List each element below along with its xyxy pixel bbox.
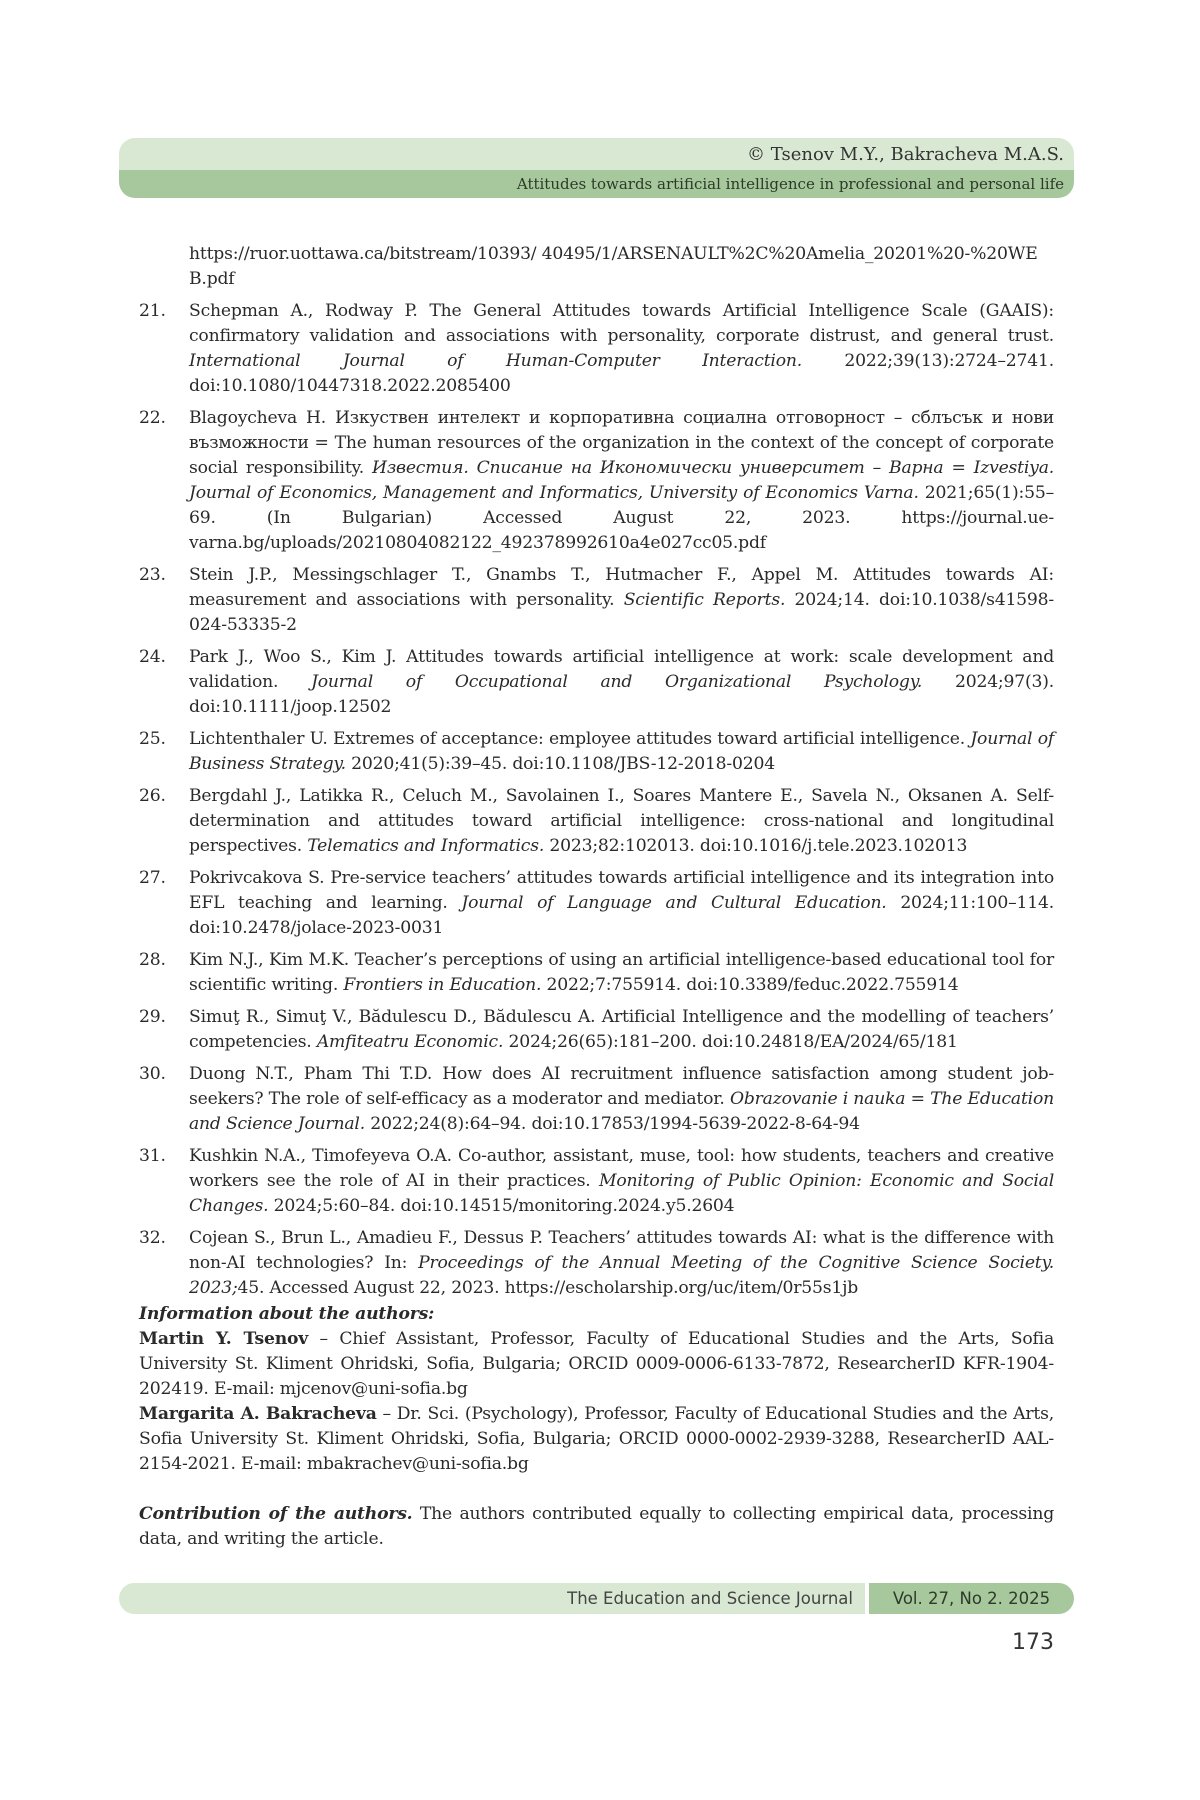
reference-text: Park J., Woo S., Kim J. Attitudes towards artificial intelligence at work: scale development and validation. [189, 647, 1054, 692]
reference-details: 2020;41(5):39–45. doi:10.1108/JBS-12-2018-0204 [345, 754, 775, 774]
reference-number: 30. [139, 1064, 166, 1084]
reference-item [139, 299, 1054, 399]
reference-number: 26. [139, 786, 166, 806]
reference-details: 2022;7:755914. doi:10.3389/feduc.2022.755914 [541, 975, 959, 995]
reference-item [139, 948, 1054, 998]
reference-text: Simuţ R., Simuţ V., Bădulescu D., Bădulescu A. Artificial Intelligence and the modelling of teachers’ competencies. [189, 1007, 1054, 1052]
reference-item [139, 866, 1054, 941]
reference-item [139, 784, 1054, 859]
author-2-details: – Dr. Sci. (Psychology), Professor, Faculty of Educational Studies and the Arts, Sofia University St. Kliment Ohridski, Sofia, Bulgaria; ORCID 0000-0002-2939-3288, ResearcherID AAL-2154-2021. E-mail: mbakrachev@uni-sofia.bg [139, 1404, 1054, 1474]
reference-text: Kim N.J., Kim M.K. Teacher’s perceptions of using an artificial intelligence-based educational tool for scientific writing. [189, 950, 1054, 995]
author-1-details: – Chief Assistant, Professor, Faculty of Educational Studies and the Arts, Sofia University St. Kliment Ohridski, Sofia, Bulgaria; ORCID 0009-0006-6133-7872, ResearcherID KFR-1904-202419. E-mail: mjcenov@uni-sofia.bg [139, 1329, 1054, 1399]
contribution-text: The authors contributed equally to collecting empirical data, processing data, and writing the article. [139, 1504, 1055, 1549]
reference-item [139, 563, 1054, 638]
header-authors: © Tsenov M.Y., Bakracheva M.A.S. [119, 138, 1074, 170]
authors-section [139, 1302, 1054, 1552]
reference-source: Journal of Business Strategy. [189, 729, 1054, 774]
contribution [139, 1502, 1054, 1552]
reference-number: 28. [139, 950, 166, 970]
reference-details: 2021;65(1):55–69. (In Bulgarian) Accessed August 22, 2023. https://journal.ue-varna.bg/uploads/20210804082122_492378992610a4e027cc05.pdf [189, 483, 1055, 553]
reference-details: 2024;97(3). doi:10.1111/joop.12502 [189, 672, 1054, 717]
contribution-heading: Contribution of the authors. [139, 1504, 413, 1524]
reference-item [139, 1005, 1054, 1055]
reference-number: 24. [139, 647, 166, 667]
reference-source: Scientific Reports. [623, 590, 786, 610]
reference-number: 25. [139, 729, 166, 749]
reference-item [139, 1226, 1054, 1301]
reference-source: Telematics and Informatics. [307, 836, 545, 856]
author-2 [139, 1402, 1054, 1477]
author-1 [139, 1327, 1054, 1402]
reference-item [139, 645, 1054, 720]
author-1-name: Martin Y. Tsenov [139, 1329, 309, 1349]
authors-heading: Information about the authors: [139, 1304, 435, 1324]
reference-details: 2024;5:60–84. doi:10.14515/monitoring.2024.y5.2604 [268, 1196, 735, 1216]
page-number: 173 [1012, 1630, 1054, 1655]
reference-text: Cojean S., Brun L., Amadieu F., Dessus P. Teachers’ attitudes towards AI: what is the difference with non-AI technologies? In: [189, 1228, 1054, 1273]
reference-text: Pokrivcakova S. Pre-service teachers’ attitudes towards artificial intelligence and its integration into EFL teaching and learning. [189, 868, 1054, 913]
reference-source: Известия. Списание на Икономически университет – Варна = Izvestiya. Journal of Economics, Management and Informatics, University of Economics Varna. [189, 458, 1054, 503]
author-2-name: Margarita A. Bakracheva [139, 1404, 377, 1424]
reference-number: 32. [139, 1228, 166, 1248]
reference-number: 23. [139, 565, 166, 585]
reference-number: 21. [139, 301, 166, 321]
reference-details: 2024;11:100–114. doi:10.2478/jolace-2023-0031 [189, 893, 1054, 938]
reference-details: 2022;39(13):2724–2741. doi:10.1080/10447318.2022.2085400 [189, 351, 1054, 396]
reference-details: 45. Accessed August 22, 2023. https://escholarship.org/uc/item/0r55s1jb [237, 1278, 859, 1298]
reference-details: 2024;14. doi:10.1038/s41598-024-53335-2 [189, 590, 1054, 635]
reference-source: Proceedings of the Annual Meeting of the Cognitive Science Society. 2023; [189, 1253, 1055, 1298]
reference-text: Lichtenthaler U. Extremes of acceptance: employee attitudes toward artificial intelligence. [189, 729, 971, 749]
header-article-title: Attitudes towards artificial intelligence in professional and personal life [119, 170, 1074, 198]
reference-source: Journal of Occupational and Organizational Psychology. [311, 672, 923, 692]
reference-continuation: https://ruor.uottawa.ca/bitstream/10393/ 40495/1/ARSENAULT%2C%20Amelia_20201%20-%20WEB.pdf [189, 244, 1038, 289]
reference-details: 2022;24(8):64–94. doi:10.17853/1994-5639-2022-8-64-94 [364, 1114, 860, 1134]
reference-list [139, 242, 1054, 1308]
reference-number: 22. [139, 408, 166, 428]
reference-text: Duong N.T., Pham Thi T.D. How does AI recruitment influence satisfaction among student job-seekers? The role of self-efficacy as a moderator and mediator. [189, 1064, 1054, 1109]
reference-text: Blagoycheva H. Изкуствен интелект и корпоративна социална отговорност – сблъсък и нови възможности = The human resources of the organization in the context of the concept of corporate social responsibility. [189, 408, 1054, 478]
reference-number: 29. [139, 1007, 166, 1027]
reference-item [139, 406, 1054, 556]
reference-source: Obrazovanie i nauka = The Education and Science Journal. [189, 1089, 1054, 1134]
footer-journal-name: The Education and Science Journal [119, 1583, 865, 1614]
reference-number: 27. [139, 868, 166, 888]
reference-number: 31. [139, 1146, 166, 1166]
running-header [119, 138, 1074, 198]
reference-details: 2024;26(65):181–200. doi:10.24818/EA/2024/65/181 [503, 1032, 958, 1052]
reference-source: Monitoring of Public Opinion: Economic and Social Changes. [189, 1171, 1054, 1216]
reference-item [139, 727, 1054, 777]
footer-volume: Vol. 27, No 2. 2025 [869, 1583, 1074, 1614]
reference-item [139, 1062, 1054, 1137]
reference-source: Amfiteatru Economic. [316, 1032, 504, 1052]
reference-text: Bergdahl J., Latikka R., Celuch M., Savolainen I., Soares Mantere E., Savela N., Oksanen A. Self-determination and attitudes toward artificial intelligence: cross-national and longitudinal perspectives. [189, 786, 1054, 856]
running-footer [119, 1583, 1074, 1614]
reference-item [139, 1144, 1054, 1219]
reference-source: Journal of Language and Cultural Education. [461, 893, 887, 913]
reference-text: Kushkin N.A., Timofeyeva O.A. Co-author, assistant, muse, tool: how students, teachers and creative workers see the role of AI in their practices. [189, 1146, 1054, 1191]
reference-source: Frontiers in Education. [343, 975, 542, 995]
reference-text: Stein J.P., Messingschlager T., Gnambs T., Hutmacher F., Appel M. Attitudes towards AI: measurement and associations with personality. [189, 565, 1054, 610]
reference-details: 2023;82:102013. doi:10.1016/j.tele.2023.102013 [544, 836, 968, 856]
reference-source: International Journal of Human-Computer Interaction. [189, 351, 802, 371]
reference-text: Schepman A., Rodway P. The General Attitudes towards Artificial Intelligence Scale (GAAIS): confirmatory validation and associations with personality, corporate distrust, and general trust. [189, 301, 1054, 346]
